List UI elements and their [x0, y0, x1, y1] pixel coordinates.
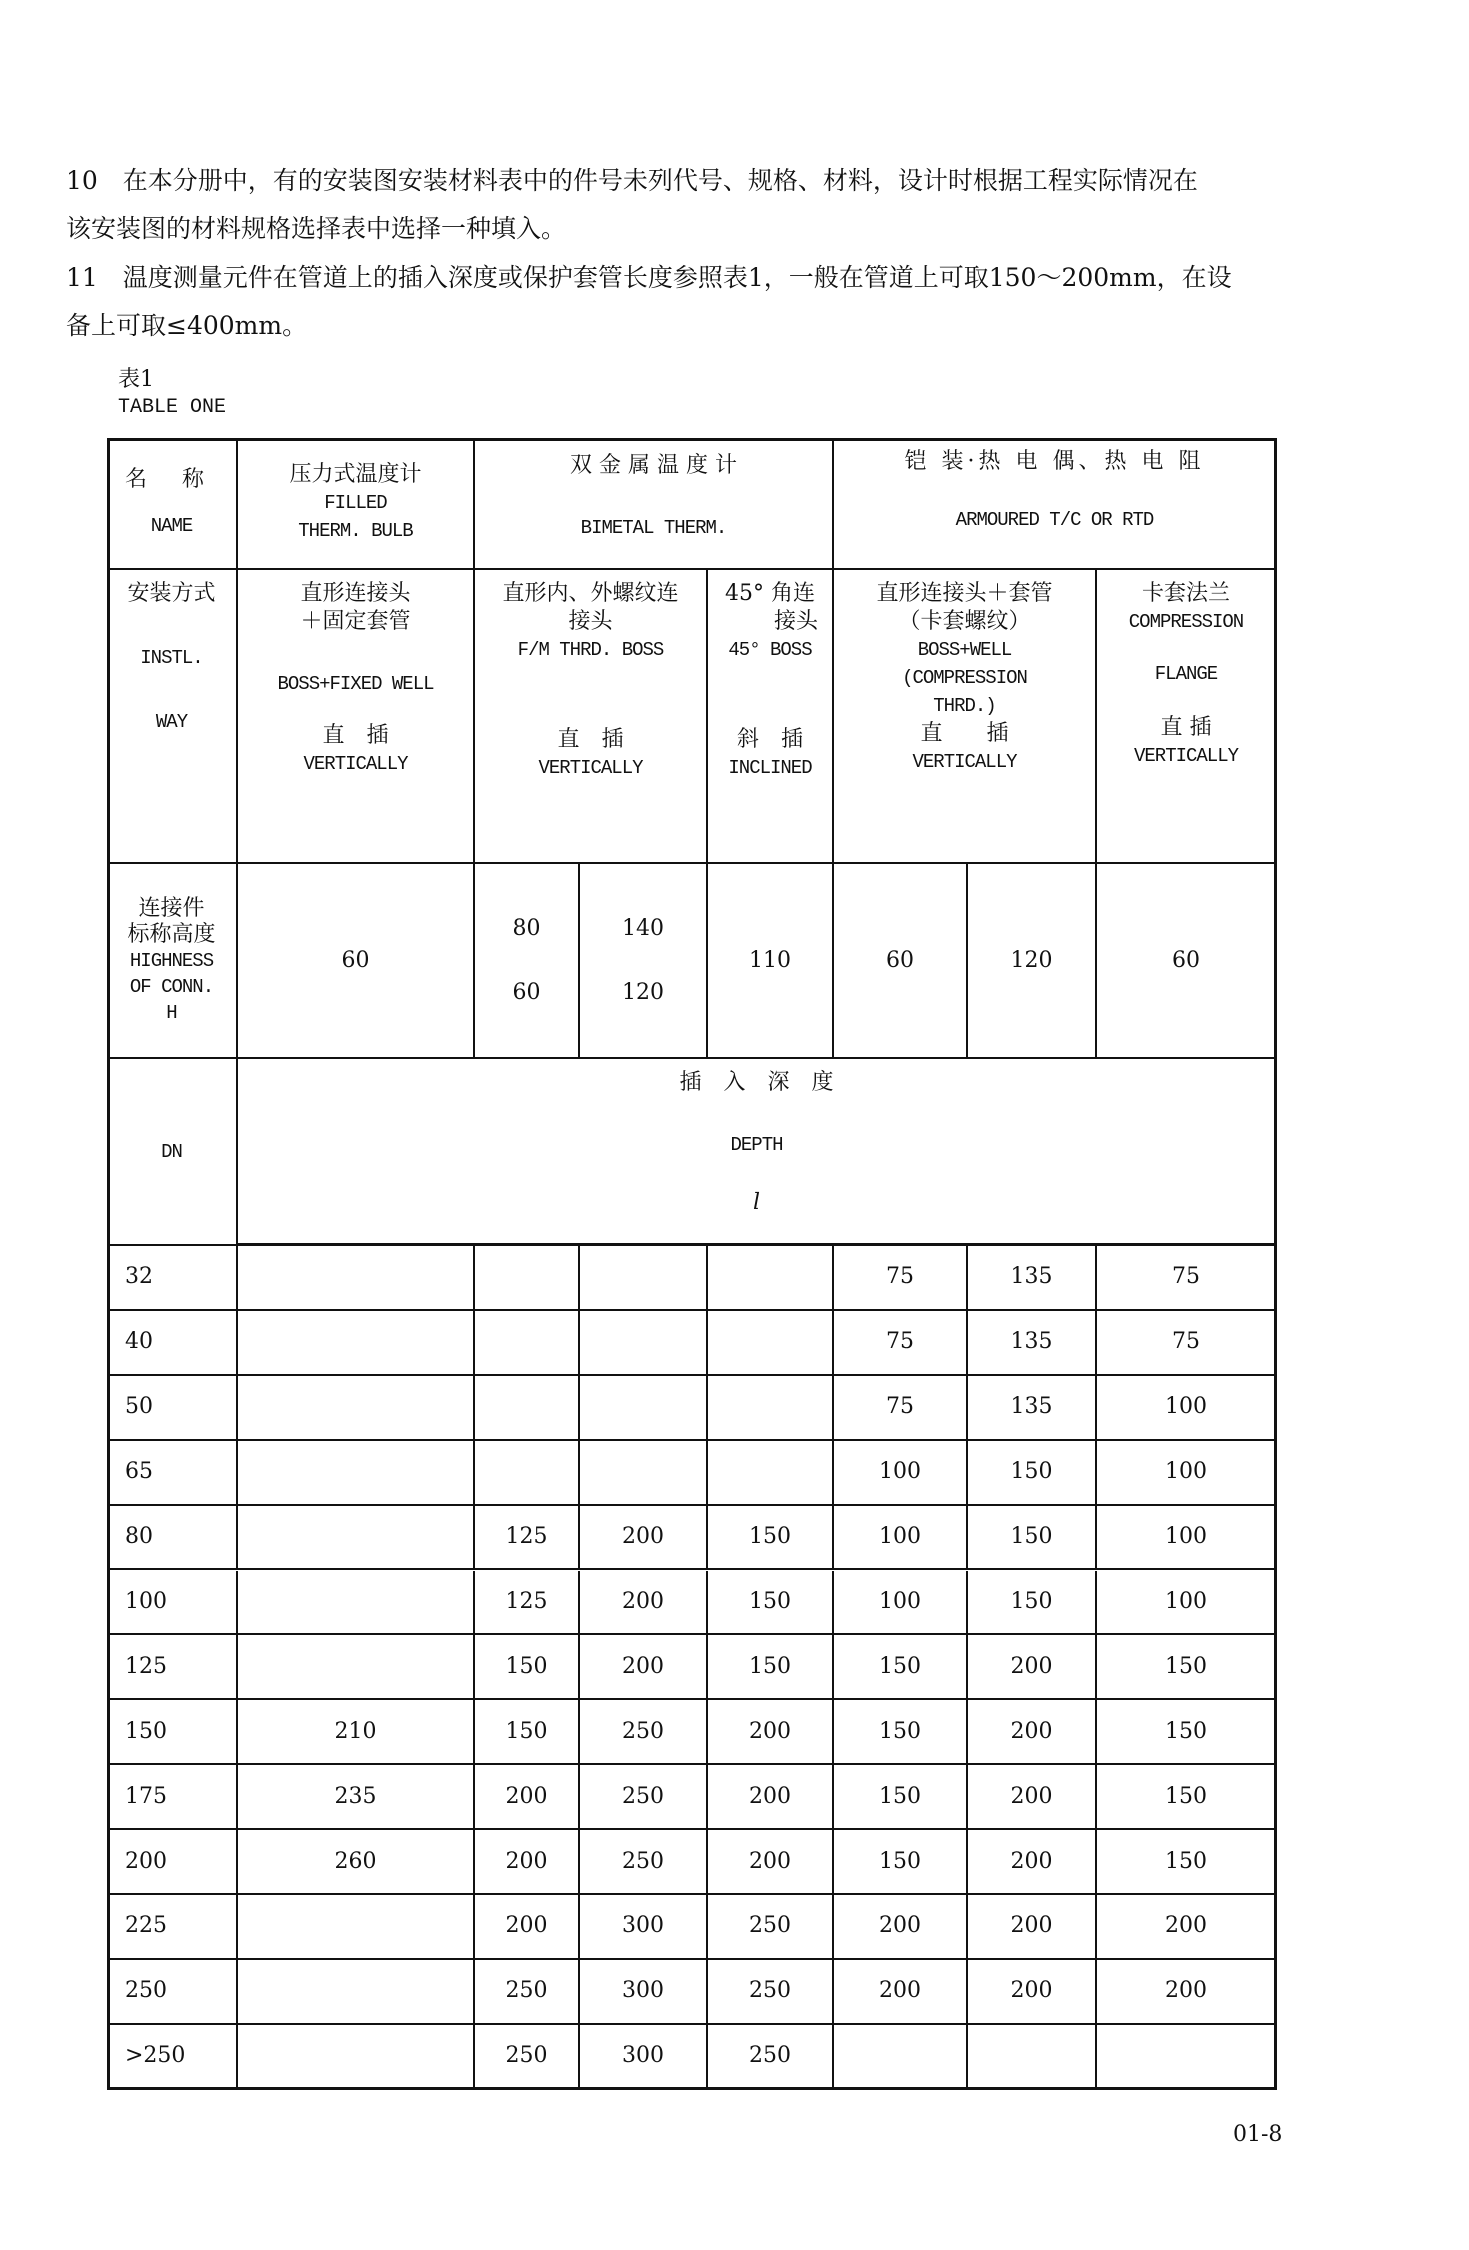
depth-cell: 200 — [580, 1571, 708, 1636]
insertion-depth-table — [107, 438, 1277, 2090]
depth-header-cn: 插 入 深 度 — [679, 1070, 834, 1095]
dn-cell: 150 — [107, 1700, 238, 1765]
table-caption-en: TABLE ONE — [118, 396, 227, 419]
install-filled-dir-en: VERTICALLY — [303, 753, 408, 775]
depth-cell: 300 — [580, 1960, 708, 2025]
depth-cell — [580, 1311, 708, 1376]
depth-symbol: l — [752, 1190, 761, 1215]
height-bimetal-a-top: 80 — [512, 915, 541, 941]
height-armoured-a: 60 — [834, 864, 968, 1059]
depth-cell: 100 — [834, 1441, 968, 1506]
install-bimetal-angle-dir-en: INCLINED — [728, 757, 812, 779]
depth-cell: 150 — [834, 1765, 968, 1830]
depth-cell — [475, 1311, 580, 1376]
depth-cell: 100 — [1097, 1376, 1277, 1441]
depth-cell: 75 — [834, 1376, 968, 1441]
install-bimetal-straight-cn1: 直形内、外螺纹连 — [502, 581, 679, 606]
depth-cell: 150 — [968, 1571, 1097, 1636]
dn-cell: 250 — [107, 1960, 238, 2025]
depth-cell: 300 — [580, 2025, 708, 2090]
install-filled-cn1: 直形连接头 — [300, 581, 411, 606]
depth-cell: 200 — [968, 1960, 1097, 2025]
depth-cell: 75 — [834, 1311, 968, 1376]
bimetal-group-en: BIMETAL THERM. — [580, 517, 727, 539]
depth-cell: 200 — [708, 1830, 834, 1895]
depth-cell: 150 — [708, 1506, 834, 1571]
depth-cell: 200 — [1097, 1960, 1277, 2025]
height-header-en1: HIGHNESS — [129, 949, 214, 972]
depth-cell: 135 — [968, 1311, 1097, 1376]
depth-cell: 250 — [580, 1830, 708, 1895]
height-header-en2: OF CONN. — [129, 975, 214, 998]
install-armoured-boss-en2: (COMPRESSION — [902, 667, 1027, 689]
depth-cell: 75 — [1097, 1246, 1277, 1311]
name-header-cell — [107, 438, 238, 570]
depth-cell: 200 — [708, 1765, 834, 1830]
depth-cell: 200 — [968, 1895, 1097, 1960]
depth-cell: 250 — [708, 1895, 834, 1960]
depth-cell: 250 — [708, 1960, 834, 2025]
dn-cell: 50 — [107, 1376, 238, 1441]
height-filled: 60 — [238, 864, 475, 1059]
armoured-group-cn: 铠 装·热 电 偶、热 电 阻 — [904, 449, 1205, 474]
depth-cell — [238, 1960, 475, 2025]
install-bimetal-straight-dir-cn: 直 插 — [557, 727, 624, 752]
install-bimetal-angle-cell — [708, 570, 834, 864]
height-header-cn2: 标称高度 — [127, 921, 216, 947]
height-flange: 60 — [1097, 864, 1277, 1059]
depth-cell: 150 — [1097, 1635, 1277, 1700]
dn-cell: 65 — [107, 1441, 238, 1506]
depth-cell: 75 — [834, 1246, 968, 1311]
depth-cell — [238, 1376, 475, 1441]
depth-cell: 150 — [968, 1441, 1097, 1506]
install-armoured-boss-cn2: （卡套螺纹） — [898, 609, 1031, 634]
depth-cell: 200 — [475, 1765, 580, 1830]
note-11-line1: 11 温度测量元件在管道上的插入深度或保护套管长度参照表1，一般在管道上可取150～200mm，在设 — [66, 263, 1232, 292]
install-armoured-boss-dir-cn: 直 插 — [920, 721, 1009, 746]
depth-cell: 200 — [475, 1830, 580, 1895]
depth-cell: 100 — [834, 1506, 968, 1571]
depth-cell — [238, 1571, 475, 1636]
dn-cell: 200 — [107, 1830, 238, 1895]
height-bimetal-b-bottom: 120 — [622, 979, 664, 1005]
depth-cell — [580, 1376, 708, 1441]
depth-cell: 250 — [708, 2025, 834, 2090]
depth-cell: 200 — [968, 1700, 1097, 1765]
depth-cell: 200 — [968, 1765, 1097, 1830]
depth-cell — [968, 2025, 1097, 2090]
depth-cell — [238, 1895, 475, 1960]
dn-cell: 40 — [107, 1311, 238, 1376]
depth-cell: 260 — [238, 1830, 475, 1895]
dn-cell: 225 — [107, 1895, 238, 1960]
name-header-cn: 名 称 — [125, 467, 218, 492]
depth-header-en: DEPTH — [730, 1134, 783, 1156]
install-bimetal-straight-dir-en: VERTICALLY — [538, 757, 643, 779]
depth-cell: 200 — [475, 1895, 580, 1960]
install-header-cn: 安装方式 — [127, 581, 216, 606]
install-bimetal-straight-en: F/M THRD. BOSS — [517, 639, 664, 661]
depth-cell — [834, 2025, 968, 2090]
depth-cell: 100 — [1097, 1441, 1277, 1506]
depth-cell: 150 — [475, 1635, 580, 1700]
install-bimetal-angle-dir-cn: 斜 插 — [736, 727, 803, 752]
height-bimetal-b — [580, 864, 708, 1059]
depth-cell: 250 — [475, 1960, 580, 2025]
depth-cell: 100 — [834, 1571, 968, 1636]
page-number: 01-8 — [1233, 2122, 1283, 2147]
depth-cell — [238, 1506, 475, 1571]
depth-cell — [475, 1376, 580, 1441]
install-armoured-boss-en3: THRD.) — [933, 695, 996, 717]
height-armoured-b: 120 — [968, 864, 1097, 1059]
depth-cell: 125 — [475, 1506, 580, 1571]
depth-cell — [580, 1441, 708, 1506]
depth-cell: 200 — [834, 1895, 968, 1960]
install-armoured-boss-cell — [834, 570, 1097, 864]
install-filled-cell — [238, 570, 475, 864]
depth-cell: 100 — [1097, 1571, 1277, 1636]
bimetal-group-header — [475, 438, 834, 570]
depth-cell: 150 — [708, 1635, 834, 1700]
depth-cell — [238, 1311, 475, 1376]
filled-group-header — [238, 438, 475, 570]
depth-cell: 200 — [968, 1635, 1097, 1700]
depth-cell: 210 — [238, 1700, 475, 1765]
dn-cell: 80 — [107, 1506, 238, 1571]
depth-cell — [708, 1376, 834, 1441]
depth-cell: 300 — [580, 1895, 708, 1960]
install-bimetal-angle-en: 45° BOSS — [728, 639, 812, 661]
dn-cell: 32 — [107, 1246, 238, 1311]
name-header-en: NAME — [150, 515, 193, 537]
install-armoured-flange-cell — [1097, 570, 1277, 864]
depth-cell: 200 — [968, 1830, 1097, 1895]
depth-cell — [708, 1246, 834, 1311]
depth-cell: 150 — [1097, 1700, 1277, 1765]
depth-cell: 135 — [968, 1246, 1097, 1311]
depth-cell: 250 — [475, 2025, 580, 2090]
depth-cell — [238, 1441, 475, 1506]
install-filled-dir-cn: 直 插 — [322, 723, 389, 748]
filled-group-en1: FILLED — [324, 492, 387, 514]
depth-cell — [580, 1246, 708, 1311]
dn-cell: >250 — [107, 2025, 238, 2090]
install-header-en1: INSTL. — [140, 647, 203, 669]
install-header-cell — [107, 570, 238, 864]
install-filled-cn2: ＋固定套管 — [300, 609, 411, 634]
depth-cell: 250 — [580, 1765, 708, 1830]
install-armoured-flange-dir-cn: 直 插 — [1160, 715, 1212, 740]
note-10-line2: 该安装图的材料规格选择表中选择一种填入。 — [66, 214, 567, 243]
filled-group-cn: 压力式温度计 — [289, 462, 422, 487]
install-armoured-flange-en1: COMPRESSION — [1128, 611, 1244, 633]
depth-cell: 200 — [1097, 1895, 1277, 1960]
height-bimetal-a-bottom: 60 — [512, 979, 541, 1005]
install-bimetal-angle-cn1: 45° 角连 — [725, 581, 815, 606]
depth-cell: 150 — [475, 1700, 580, 1765]
note-11-line2: 备上可取≤400mm。 — [66, 311, 308, 340]
install-armoured-flange-en2: FLANGE — [1154, 663, 1218, 685]
bimetal-group-cn: 双 金 属 温 度 计 — [570, 453, 737, 478]
depth-cell — [708, 1441, 834, 1506]
height-bimetal-angle: 110 — [708, 864, 834, 1059]
note-10-line1: 10 在本分册中，有的安装图安装材料表中的件号未列代号、规格、材料，设计时根据工程实际情况在 — [66, 166, 1198, 195]
depth-cell: 200 — [708, 1700, 834, 1765]
depth-cell: 235 — [238, 1765, 475, 1830]
filled-group-en2: THERM. BULB — [298, 520, 413, 542]
depth-cell: 200 — [580, 1635, 708, 1700]
armoured-group-header — [834, 438, 1277, 570]
install-bimetal-straight-cell — [475, 570, 708, 864]
dn-cell: 175 — [107, 1765, 238, 1830]
depth-cell: 150 — [834, 1830, 968, 1895]
armoured-group-en: ARMOURED T/C OR RTD — [955, 509, 1154, 531]
install-armoured-boss-dir-en: VERTICALLY — [912, 751, 1017, 773]
depth-cell — [238, 1246, 475, 1311]
depth-cell: 125 — [475, 1571, 580, 1636]
depth-cell: 135 — [968, 1376, 1097, 1441]
depth-cell: 75 — [1097, 1311, 1277, 1376]
depth-cell: 100 — [1097, 1506, 1277, 1571]
height-header-cn1: 连接件 — [138, 895, 205, 921]
table-caption-cn: 表1 — [118, 367, 154, 392]
dn-cell: 125 — [107, 1635, 238, 1700]
depth-cell: 200 — [834, 1960, 968, 2025]
install-armoured-flange-dir-en: VERTICALLY — [1133, 745, 1239, 767]
depth-cell — [708, 1311, 834, 1376]
install-header-en2: WAY — [155, 711, 188, 733]
install-armoured-boss-en1: BOSS+WELL — [917, 639, 1012, 661]
install-armoured-flange-cn1: 卡套法兰 — [1141, 581, 1230, 606]
install-filled-en: BOSS+FIXED WELL — [277, 673, 434, 695]
install-bimetal-angle-cn2: 接头 — [773, 609, 818, 634]
depth-cell — [475, 1441, 580, 1506]
height-bimetal-a — [475, 864, 580, 1059]
height-header-cell — [107, 864, 238, 1059]
depth-cell: 200 — [580, 1506, 708, 1571]
depth-cell — [1097, 2025, 1277, 2090]
install-bimetal-straight-cn2: 接头 — [568, 609, 613, 634]
depth-cell: 150 — [834, 1635, 968, 1700]
depth-cell — [238, 2025, 475, 2090]
depth-cell: 150 — [968, 1506, 1097, 1571]
dn-header: DN — [107, 1059, 238, 1246]
depth-cell — [475, 1246, 580, 1311]
depth-cell: 150 — [1097, 1765, 1277, 1830]
depth-cell: 250 — [580, 1700, 708, 1765]
depth-cell: 150 — [1097, 1830, 1277, 1895]
depth-cell — [238, 1635, 475, 1700]
depth-cell: 150 — [834, 1700, 968, 1765]
height-bimetal-b-top: 140 — [622, 915, 664, 941]
depth-header-cell — [238, 1059, 1277, 1246]
depth-cell: 150 — [708, 1571, 834, 1636]
height-header-en3: H — [166, 1001, 177, 1024]
install-armoured-boss-cn1: 直形连接头＋套管 — [876, 581, 1053, 606]
dn-cell: 100 — [107, 1571, 238, 1636]
